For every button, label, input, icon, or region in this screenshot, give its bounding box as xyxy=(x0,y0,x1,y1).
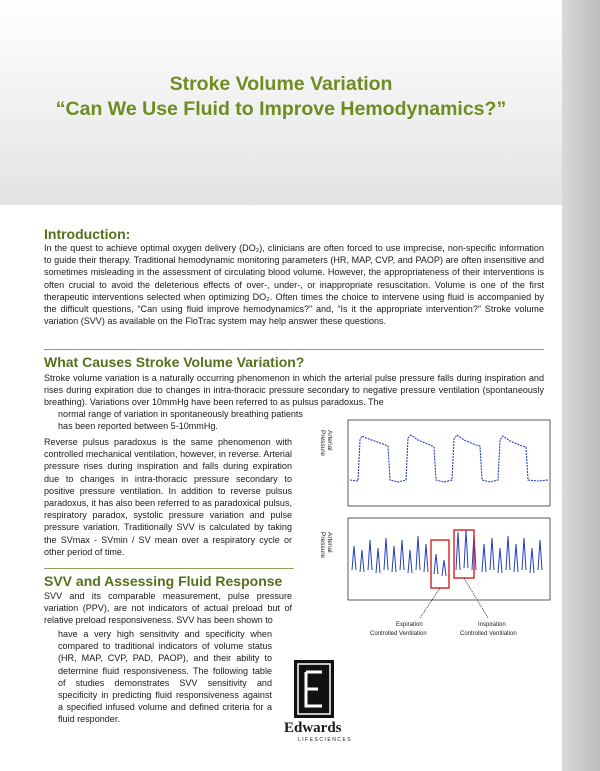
top-panel-waveform xyxy=(350,435,548,482)
fluid-paragraph-continued: have a very high sensitivity and specificity when compared to traditional indicators of volume status (HR, MAP, CVP, PAD, PAOP), and their ability to determine fluid responsiveness. The following table of studies demonstrates SVV sensitivity and specificity in predicting fluid responsiveness against a specified infused volume and defined criteria for a fluid responder. xyxy=(58,629,272,725)
causes-paragraph-continued: normal range of variation in spontaneously breathing patients has been reported between 5-10mmHg. xyxy=(58,409,303,432)
inspiration-callout-text-2: Controlled Ventilation xyxy=(460,631,517,637)
arterial-pressure-figure xyxy=(319,420,560,657)
expiration-leader-line xyxy=(420,588,440,618)
introduction-paragraph: In the quest to achieve optimal oxygen delivery (DO₂), clinicians are often forced to use imprecise, non-specific information to guide their therapy. Traditional hemodynamic monitoring parameters (HR, MAP, CVP, and PAOP) are often insensitive and sometimes misleading in the assessment of circulating blood volume. However, the appropriateness of their interventions is often crucial to avoid the deleterious effects of over-, under-, or inappropriate resuscitation. Volume is one of the first therapeutic interventions selected when optimizing DO₂. Often times the choice to intervene using fluid is accompanied by the difficult questions, “Can using fluid improve hemodynamics?” and, “Is it the appropriate intervention?” Stroke volume variation (SVV) as available on the FloTrac system may help answer these questions. xyxy=(44,243,544,327)
expiration-callout-text-2: Controlled Ventilation xyxy=(370,631,427,637)
inspiration-leader-line xyxy=(464,578,488,618)
section-divider-2 xyxy=(44,568,294,569)
title-line-2: “Can We Use Fluid to Improve Hemodynamics?” xyxy=(55,98,507,120)
causes-heading: What Causes Stroke Volume Variation? xyxy=(44,354,305,370)
edwards-logo xyxy=(284,660,353,743)
top-panel-label-1: Arterial xyxy=(326,430,333,451)
top-panel-frame xyxy=(348,420,550,506)
right-margin-strip xyxy=(562,0,600,771)
reverse-pulsus-paragraph: Reverse pulsus paradoxus is the same phenomenon with controlled mechanical ventilation, however, in reverse. Arterial pressure rises during inspiration and falls during expiration due to changes in intra-thoracic pressure secondary to positive pressure ventilation. In addition to reverse pulsus paradoxus, it has also been referred to as paradoxical pulsus, respiratory paradox, systolic pressure variation and pulse pressure variation. Traditionally SVV is calculated by taking the SVmax - SVmin / SV mean over a respiratory cycle or other period of time. xyxy=(44,437,292,557)
top-panel-label-2: Pressure xyxy=(319,430,326,457)
edwards-logo-mark xyxy=(294,660,334,718)
logo-subtitle: LIFESCIENCES xyxy=(298,737,353,743)
bottom-panel-label-1: Arterial xyxy=(326,532,333,553)
bottom-panel-waveform xyxy=(352,530,542,576)
logo-name: Edwards xyxy=(284,720,342,736)
fluid-heading: SVV and Assessing Fluid Response xyxy=(44,573,283,589)
expiration-callout-box xyxy=(431,540,449,588)
causes-paragraph: Stroke volume variation is a naturally occurring phenomenon in which the arterial pulse pressure falls during inspiration and rises during expiration due to changes in intra-thoracic pressure secondary to negative pressure ventilation (spontaneously breathing). Variations over 10mmHg have been referred to as pulsus paradoxus. The xyxy=(44,373,544,408)
expiration-callout-text-1: Expiration xyxy=(396,622,423,628)
introduction-heading: Introduction: xyxy=(44,226,131,242)
section-divider xyxy=(44,349,544,350)
fluid-paragraph: SVV and its comparable measurement, pulse pressure variation (PPV), are not indicators of actual preload but of relative preload responsiveness. SVV has been shown to xyxy=(44,591,292,626)
inspiration-callout-text-1: Inspiration xyxy=(478,622,506,628)
page-title xyxy=(0,72,562,122)
bottom-panel-label-2: Pressure xyxy=(319,532,326,559)
title-line-1: Stroke Volume Variation xyxy=(169,73,393,95)
